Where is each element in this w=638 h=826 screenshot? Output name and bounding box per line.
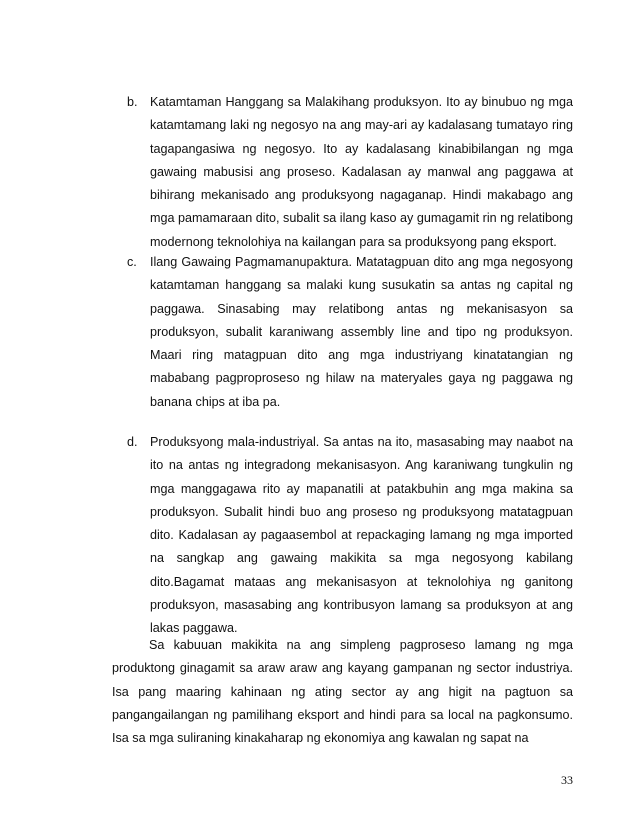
list-marker: d. [127, 435, 138, 449]
list-item-b [127, 91, 573, 254]
list-item-text: Katamtaman Hanggang sa Malakihang produksyon. Ito ay binubuo ng mga katamtamang laki ng negosyo na ang may-ari ay kadalasang tumatayo ring tagapangasiwa ng negosyo. Ito ay kadalasang kinabibilangan ng mga gawaing mabusisi ang proseso. Kadalasan ay manwal ang paggawa at bihirang mekanisado ang produksyong nagaganap. Hindi makabago ang mga pamamaraan dito, subalit sa ilang kaso ay gumagamit rin ng relatibong modernong teknolohiya na kailangan para sa produksyong pang eksport. [150, 95, 573, 249]
closing-paragraph: Sa kabuuan makikita na ang simpleng pagproseso lamang ng mga produktong ginagamit sa araw araw ang kayang gampanan ng sector industriya. Isa pang maaring kahinaan ng ating sector ay ang higit na pagtuon sa pangangailangan ng pamilihang eksport and hindi para sa local na pagkonsumo. Isa sa mga suliraning kinakaharap ng ekonomiya ang kawalan ng sapat na [112, 638, 573, 746]
list-marker: b. [127, 95, 138, 109]
list-item-d [127, 431, 573, 641]
list-item-c [127, 251, 573, 414]
list-item-text: Produksyong mala-industriyal. Sa antas na ito, masasabing may naabot na ito na antas ng integradong mekanisasyon. Ang karaniwang tungkulin ng mga manggagawa rito ay mapanatili at patakbuhin ang mga makina sa produksyon. Subalit hindi buo ang proseso ng produksyong matatagpuan dito. Kadalasan ay pagaasembol at repackaging lamang ng mga imported na sangkap ang gawaing makikita sa mga negosyong kabilang dito.Bagamat mataas ang mekanisasyon at teknolohiya ng ganitong produksyon, masasabing ang kontribusyon lamang sa produksyon at ang lakas paggawa. [150, 435, 573, 636]
list-marker: c. [127, 255, 137, 269]
page-number: 33 [561, 773, 573, 787]
list-item-text: Ilang Gawaing Pagmamanupaktura. Matatagpuan dito ang mga negosyong katamtaman hanggang sa malaki kung susukatin sa antas ng capital ng paggawa. Sinasabing may relatibong antas ng mekanisasyon sa produksyon, subalit karaniwang assembly line and tipo ng produksyon. Maari ring matagpuan dito ang mga industriyang kinatatangian ng mababang pagproproseso ng hilaw na materyales gaya ng paggawa ng banana chips at iba pa. [150, 255, 573, 409]
